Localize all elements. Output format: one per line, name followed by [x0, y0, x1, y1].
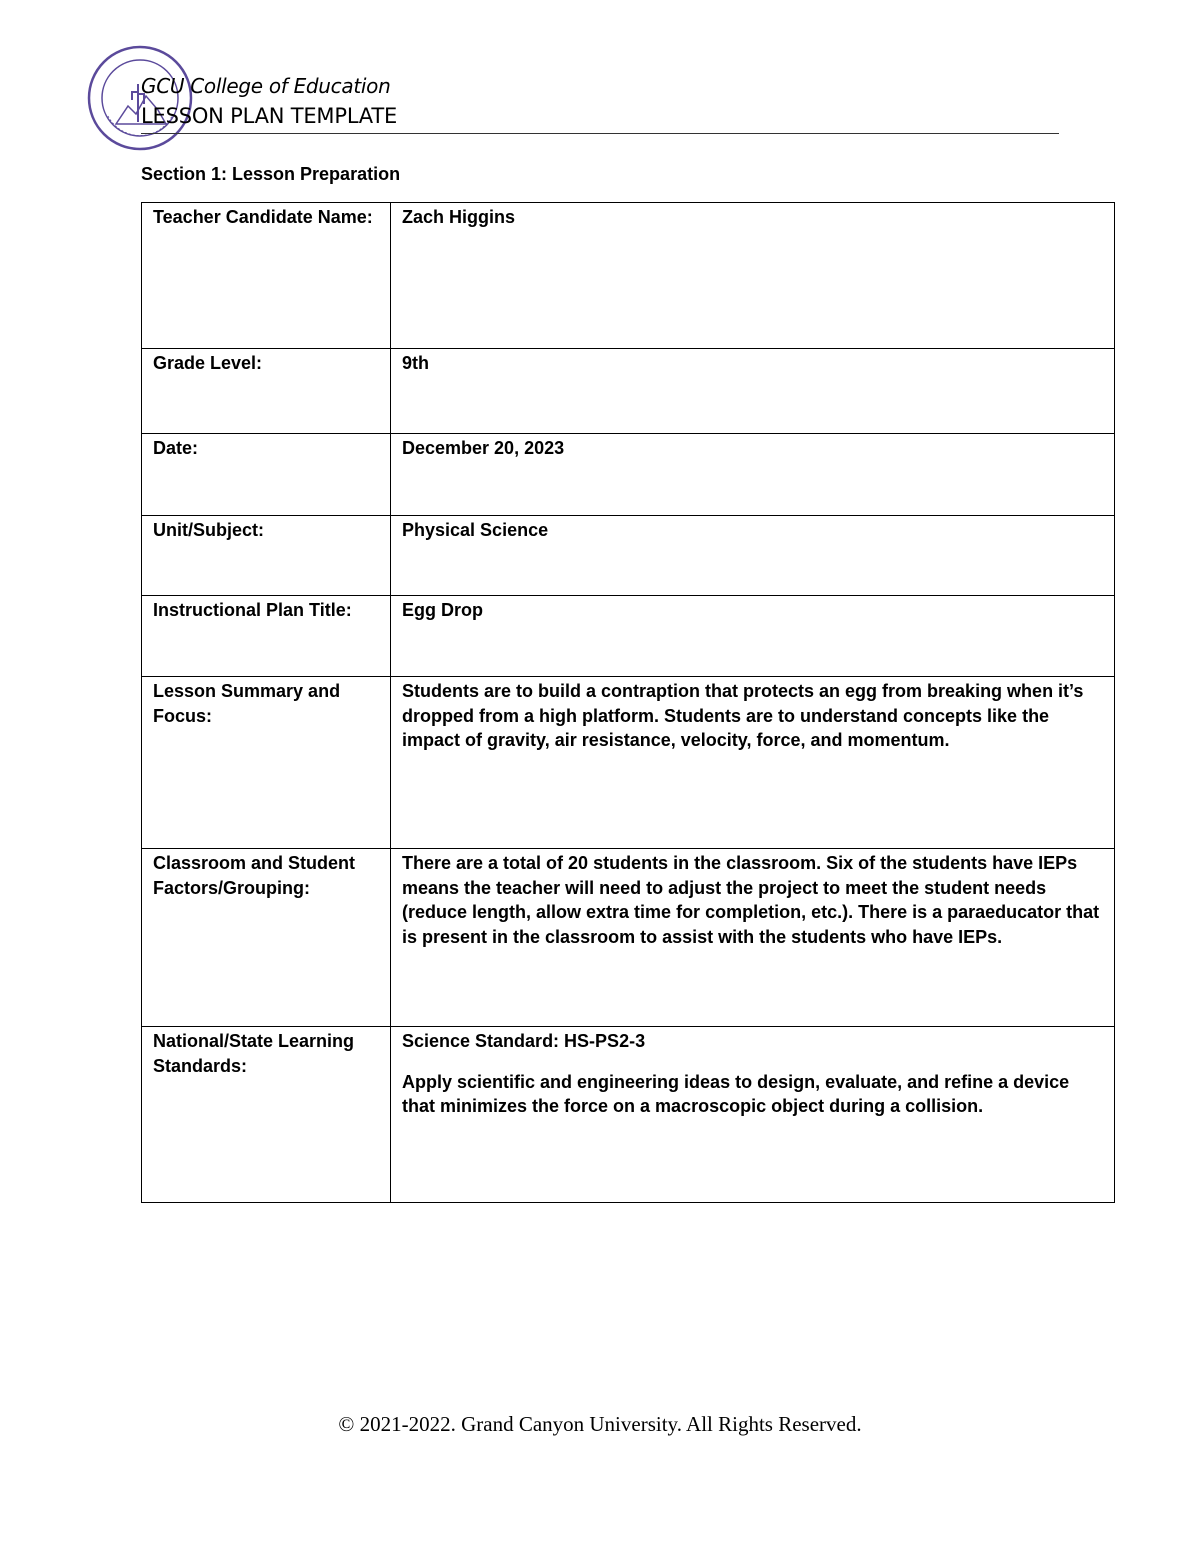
section-title: Section 1: Lesson Preparation — [141, 164, 401, 184]
row-value: 9th — [391, 349, 1115, 434]
standard-code: Science Standard: HS-PS2-3 — [402, 1031, 646, 1051]
table-row — [142, 434, 1115, 516]
row-label: Teacher Candidate Name: — [142, 203, 391, 349]
row-value: Physical Science — [391, 516, 1115, 596]
table-row — [142, 349, 1115, 434]
standard-description: Apply scientific and engineering ideas to design, evaluate, and refine a device that minimizes the force on a macroscopic object during a collision. — [402, 1071, 1070, 1116]
table-row — [142, 516, 1115, 596]
header-divider — [141, 133, 1059, 134]
row-label: Classroom and Student Factors/Grouping: — [142, 849, 391, 1027]
template-title: LESSON PLAN TEMPLATE — [141, 104, 398, 128]
row-label: Date: — [142, 434, 391, 516]
row-label: Unit/Subject: — [142, 516, 391, 596]
row-value: Zach Higgins — [391, 203, 1115, 349]
row-label: Grade Level: — [142, 349, 391, 434]
table-row — [142, 1027, 1115, 1203]
row-label: Lesson Summary and Focus: — [142, 677, 391, 849]
row-label: Instructional Plan Title: — [142, 596, 391, 677]
table-row — [142, 596, 1115, 677]
row-value: Students are to build a contraption that protects an egg from breaking when it’s dropped from a high platform. Students are to understand concepts like the impact of gravity, air resistance, velocity, force, and momentum. — [391, 677, 1115, 849]
copyright-footer: © 2021-2022. Grand Canyon University. All Rights Reserved. — [338, 1412, 862, 1436]
row-value: Egg Drop — [391, 596, 1115, 677]
row-value: There are a total of 20 students in the classroom. Six of the students have IEPs means the teacher will need to adjust the project to meet the student needs (reduce length, allow extra time for completion, etc.). There is a paraeducator that is present in the classroom to assist with the students who have IEPs. — [391, 849, 1115, 1027]
college-name: GCU College of Education — [141, 74, 391, 98]
row-value — [391, 1027, 1115, 1203]
row-label: National/State Learning Standards: — [142, 1027, 391, 1203]
lesson-preparation-table — [141, 202, 1115, 1203]
table-row — [142, 677, 1115, 849]
table-row — [142, 849, 1115, 1027]
row-value: December 20, 2023 — [391, 434, 1115, 516]
university-seal-logo — [86, 44, 194, 152]
table-row — [142, 203, 1115, 349]
